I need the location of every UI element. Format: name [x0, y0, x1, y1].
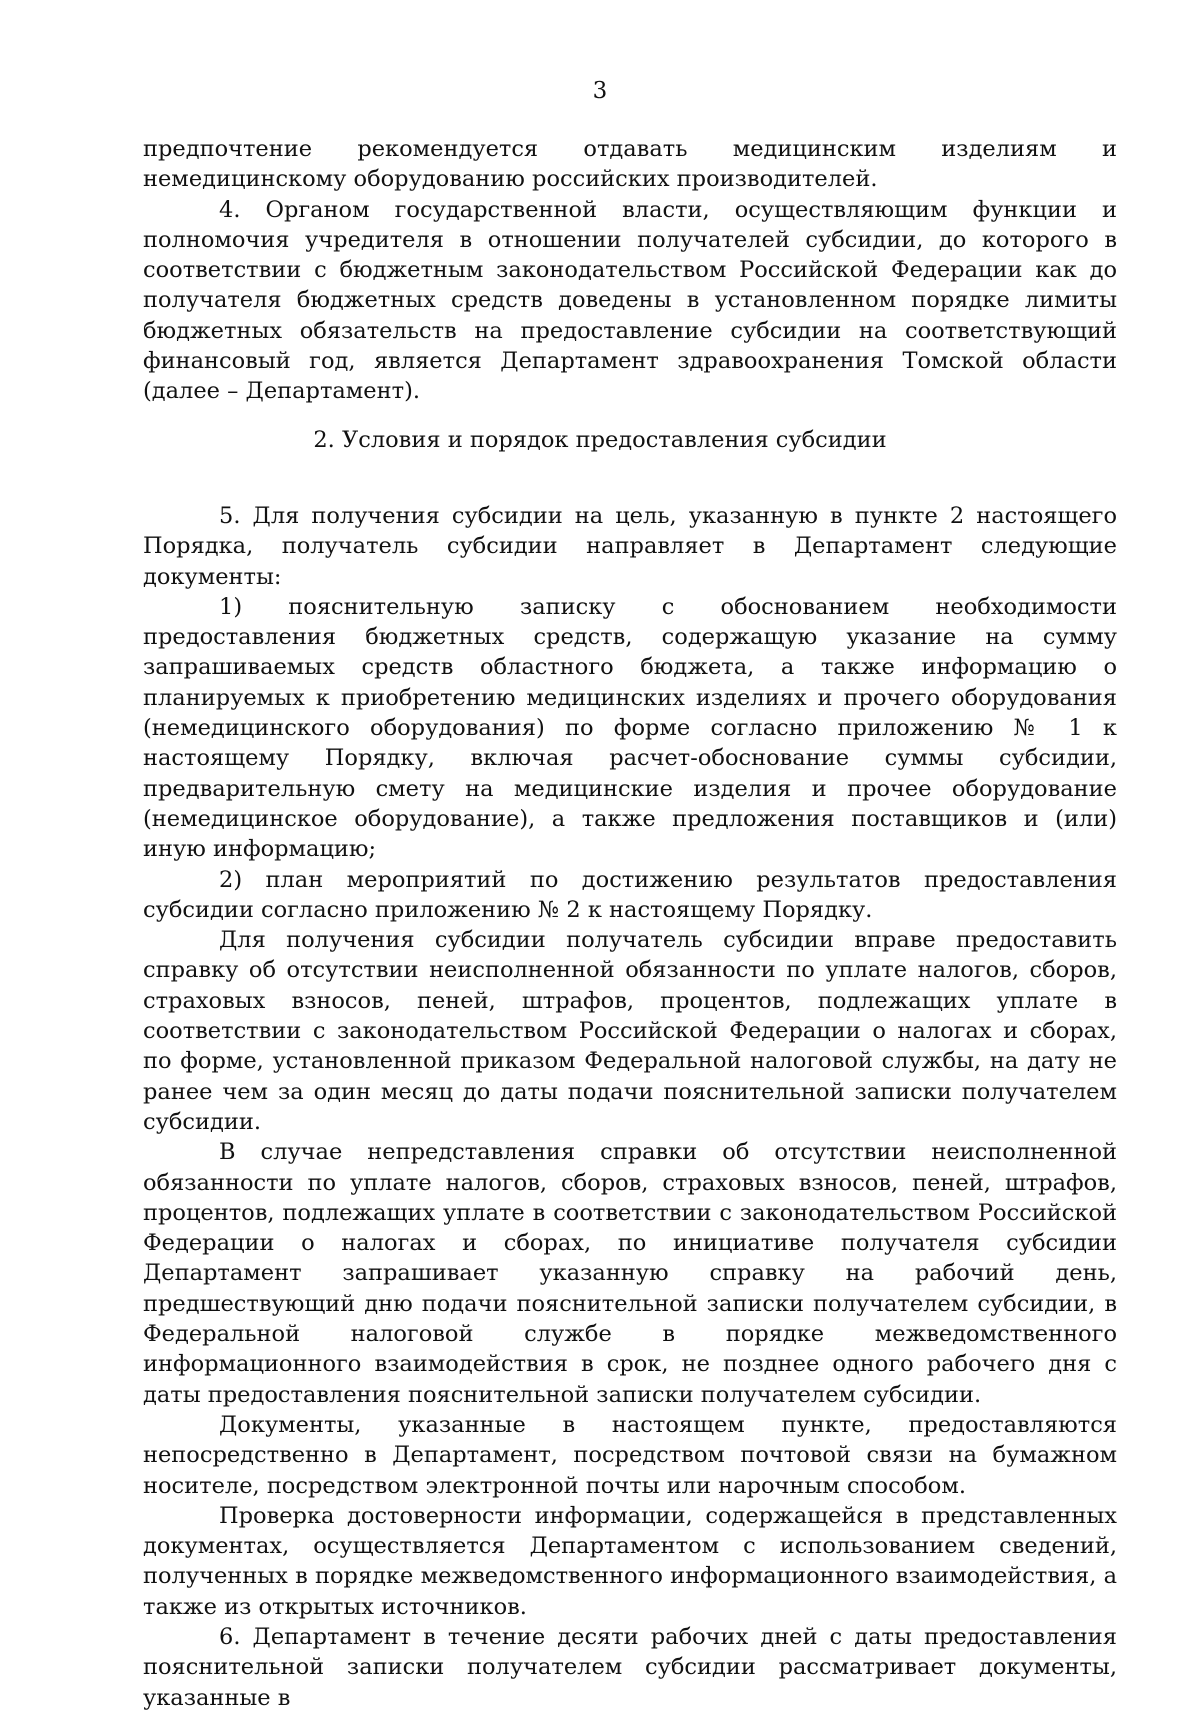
page-number: 3: [592, 78, 608, 104]
paragraph-interagency-request: В случае непредставления справки об отсутствии неисполненной обязанности по уплате налогов, сборов, страховых взносов, пеней, штрафов, процентов, подлежащих уплате в соответствии с законодательством Российской Федерации о налогах и сборах, по инициативе получателя субсидии Департамент запрашивает указанную справку на рабочий день, предшествующий дню подачи пояснительной записки получателем субсидии, в Федеральной налоговой службе в порядке межведомственного информационного взаимодействия в срок, не позднее одного рабочего дня с даты предоставления пояснительной записки получателем субсидии.: [143, 1139, 1117, 1408]
paragraph-tax-certificate: Для получения субсидии получатель субсидии вправе предоставить справку об отсутствии неисполненной обязанности по уплате налогов, сборов, страховых взносов, пеней, штрафов, процентов, подлежащих уплате в соответствии с законодательством Российской Федерации о налогах и сборах, по форме, установленной приказом Федеральной налоговой службы, на дату не ранее чем за один месяц до даты подачи пояснительной записки получателем субсидии.: [143, 927, 1117, 1135]
paragraph-subitem-2: 2) план мероприятий по достижению результатов предоставления субсидии согласно приложению № 2 к настоящему Порядку.: [143, 866, 1117, 923]
paragraph-item-5: 5. Для получения субсидии на цель, указанную в пункте 2 настоящего Порядка, получатель субсидии направляет в Департамент следующие документы:: [143, 503, 1117, 590]
paragraph-item-6: 6. Департамент в течение десяти рабочих дней с даты предоставления пояснительной записки получателем субсидии рассматривает документы, указанные в: [143, 1623, 1117, 1711]
text-block-intro: [143, 134, 1117, 407]
paragraph-continuation: предпочтение рекомендуется отдавать медицинским изделиям и немедицинскому оборудованию российских производителей.: [143, 136, 1117, 193]
paragraph-submission-method: Документы, указанные в настоящем пункте, предоставляются непосредственно в Департамент, посредством почтовой связи на бумажном носителе, посредством электронной почты или нарочным способом.: [143, 1411, 1117, 1499]
paragraph-verification: Проверка достоверности информации, содержащейся в представленных документах, осуществляется Департаментом с использованием сведений, полученных в порядке межведомственного информационного взаимодействия, а также из открытых источников.: [143, 1502, 1117, 1620]
paragraph-subitem-1: 1) пояснительную записку с обоснованием необходимости предоставления бюджетных средств, содержащую указание на сумму запрашиваемых средств областного бюджета, а также информацию о планируемых к приобретению медицинских изделиях и прочего оборудования (немедицинского оборудования) по форме согласно приложению № 1 к настоящему Порядку, включая расчет-обоснование суммы субсидии, предварительную смету на медицинские изделия и прочее оборудование (немедицинское оборудование), а также предложения поставщиков и (или) иную информацию;: [143, 593, 1117, 863]
section-heading: 2. Условия и порядок предоставления субсидии: [313, 427, 887, 453]
paragraph-item-4: 4. Органом государственной власти, осуществляющим функции и полномочия учредителя в отношении получателей субсидии, до которого в соответствии с бюджетным законодательством Российской Федерации как до получателя бюджетных средств доведены в установленном порядке лимиты бюджетных обязательств на предоставление субсидии на соответствующий финансовый год, является Департамент здравоохранения Томской области (далее – Департамент).: [143, 196, 1117, 405]
text-block-section-2: [143, 501, 1117, 1713]
